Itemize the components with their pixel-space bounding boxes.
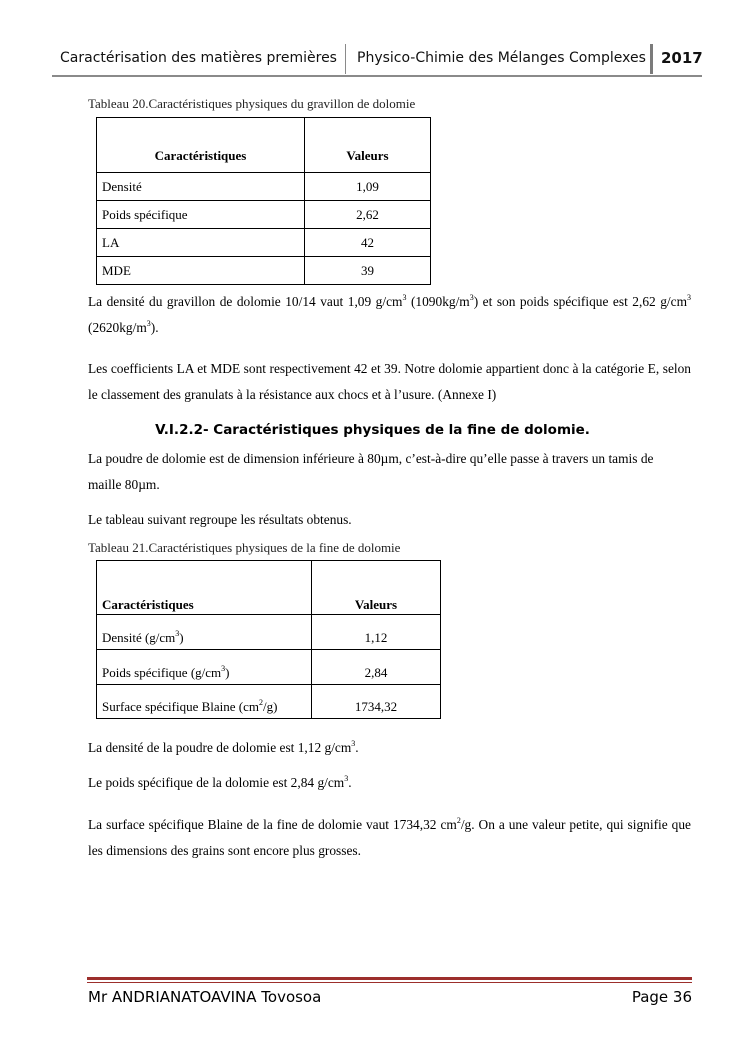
- table20-value: 39: [305, 257, 431, 285]
- table21: [96, 560, 441, 719]
- paragraph-la-mde: Les coefficients LA et MDE sont respectivement 42 et 39. Notre dolomie appartient donc à la catégorie E, selon le classement des granulats à la résistance aux chocs et à l’usure. (Annexe I): [88, 361, 691, 402]
- table-row: [97, 650, 441, 685]
- table-header-row: [97, 561, 441, 615]
- paragraph-specific-weight: [88, 770, 691, 796]
- text-span: Densité (g/cm: [102, 630, 176, 645]
- table-row: [97, 201, 431, 229]
- text-span: ).: [150, 320, 159, 335]
- text-span: ): [225, 665, 230, 680]
- text-span: Le poids spécifique de la dolomie est 2,84 g/cm: [88, 775, 345, 790]
- table-row: [97, 173, 431, 201]
- table20-label: Densité: [97, 173, 305, 201]
- text-span: (2620kg/m: [88, 320, 147, 335]
- table20-value: 1,09: [305, 173, 431, 201]
- footer-rule: [87, 977, 692, 980]
- superscript: 3: [175, 629, 180, 638]
- header-course-title: Physico-Chimie des Mélanges Complexes: [357, 50, 646, 66]
- table20: [96, 117, 431, 285]
- paragraph-powder-dimension: La poudre de dolomie est de dimension inférieure à 80µm, c’est-à-dire qu’elle passe à travers un tamis de maille 80µm.: [88, 451, 654, 492]
- text-span: (1090kg/m: [406, 294, 470, 309]
- section-heading: V.I.2.2- Caractéristiques physiques de la fine de dolomie.: [155, 422, 590, 438]
- superscript: 3: [146, 319, 151, 328]
- paragraph-table-intro: Le tableau suivant regroupe les résultats obtenus.: [88, 512, 352, 527]
- table-row: [97, 257, 431, 285]
- footer-page-number: Page 36: [631, 988, 692, 1006]
- header-divider: [345, 44, 346, 74]
- table21-label: [97, 615, 312, 650]
- text-span: La densité de la poudre de dolomie est 1,12 g/cm: [88, 740, 352, 755]
- table21-value: 1,12: [312, 615, 441, 650]
- table21-col2-header: Valeurs: [312, 561, 441, 615]
- superscript: 3: [344, 774, 349, 783]
- table-row: [97, 685, 441, 719]
- superscript: 3: [469, 293, 474, 302]
- footer-rule: [87, 982, 692, 983]
- table-row: [97, 229, 431, 257]
- table20-label: MDE: [97, 257, 305, 285]
- table20-col2-header: Valeurs: [305, 118, 431, 173]
- table-header-row: [97, 118, 431, 173]
- text-span: .: [348, 775, 352, 790]
- table-row: [97, 615, 441, 650]
- table21-label: [97, 685, 312, 719]
- table20-col1-header: Caractéristiques: [97, 118, 305, 173]
- paragraph-powder-density: [88, 735, 691, 761]
- header-rule: [52, 75, 702, 77]
- text-span: /g. On a une valeur petite, qui signifie que les dimensions des grains sont encore plus grosses.: [88, 817, 691, 858]
- table21-col1-header: Caractéristiques: [97, 561, 312, 615]
- text-span: /g): [263, 699, 278, 714]
- superscript: 3: [402, 293, 407, 302]
- text-span: La densité du gravillon de dolomie 10/14 vaut 1,09 g/cm: [88, 294, 403, 309]
- table21-value: 2,84: [312, 650, 441, 685]
- text-span: ): [179, 630, 184, 645]
- page-header: [52, 40, 702, 76]
- header-divider: [650, 44, 653, 74]
- superscript: 3: [351, 739, 356, 748]
- table20-value: 42: [305, 229, 431, 257]
- header-chapter-title: Caractérisation des matières premières: [60, 50, 337, 66]
- text-span: .: [355, 740, 359, 755]
- table21-label: [97, 650, 312, 685]
- text-span: ) et son poids spécifique est 2,62 g/cm: [473, 294, 687, 309]
- footer-author: Mr ANDRIANATOAVINA Tovosoa: [88, 988, 322, 1006]
- table20-value: 2,62: [305, 201, 431, 229]
- text-span: La surface spécifique Blaine de la fine de dolomie vaut 1734,32 cm: [88, 817, 457, 832]
- text-span: Poids spécifique (g/cm: [102, 665, 222, 680]
- paragraph-blaine-surface: [88, 812, 691, 864]
- superscript: 3: [221, 664, 226, 673]
- table21-value: 1734,32: [312, 685, 441, 719]
- table21-caption: Tableau 21.Caractéristiques physiques de la fine de dolomie: [88, 540, 401, 555]
- superscript: 2: [259, 698, 264, 707]
- paragraph-gravel-density: [88, 289, 691, 341]
- superscript: 2: [456, 816, 461, 825]
- header-year: 2017: [661, 49, 703, 67]
- table20-label: Poids spécifique: [97, 201, 305, 229]
- table20-label: LA: [97, 229, 305, 257]
- superscript: 3: [687, 293, 691, 302]
- table20-caption: Tableau 20.Caractéristiques physiques du gravillon de dolomie: [88, 96, 416, 111]
- text-span: Surface spécifique Blaine (cm: [102, 699, 260, 714]
